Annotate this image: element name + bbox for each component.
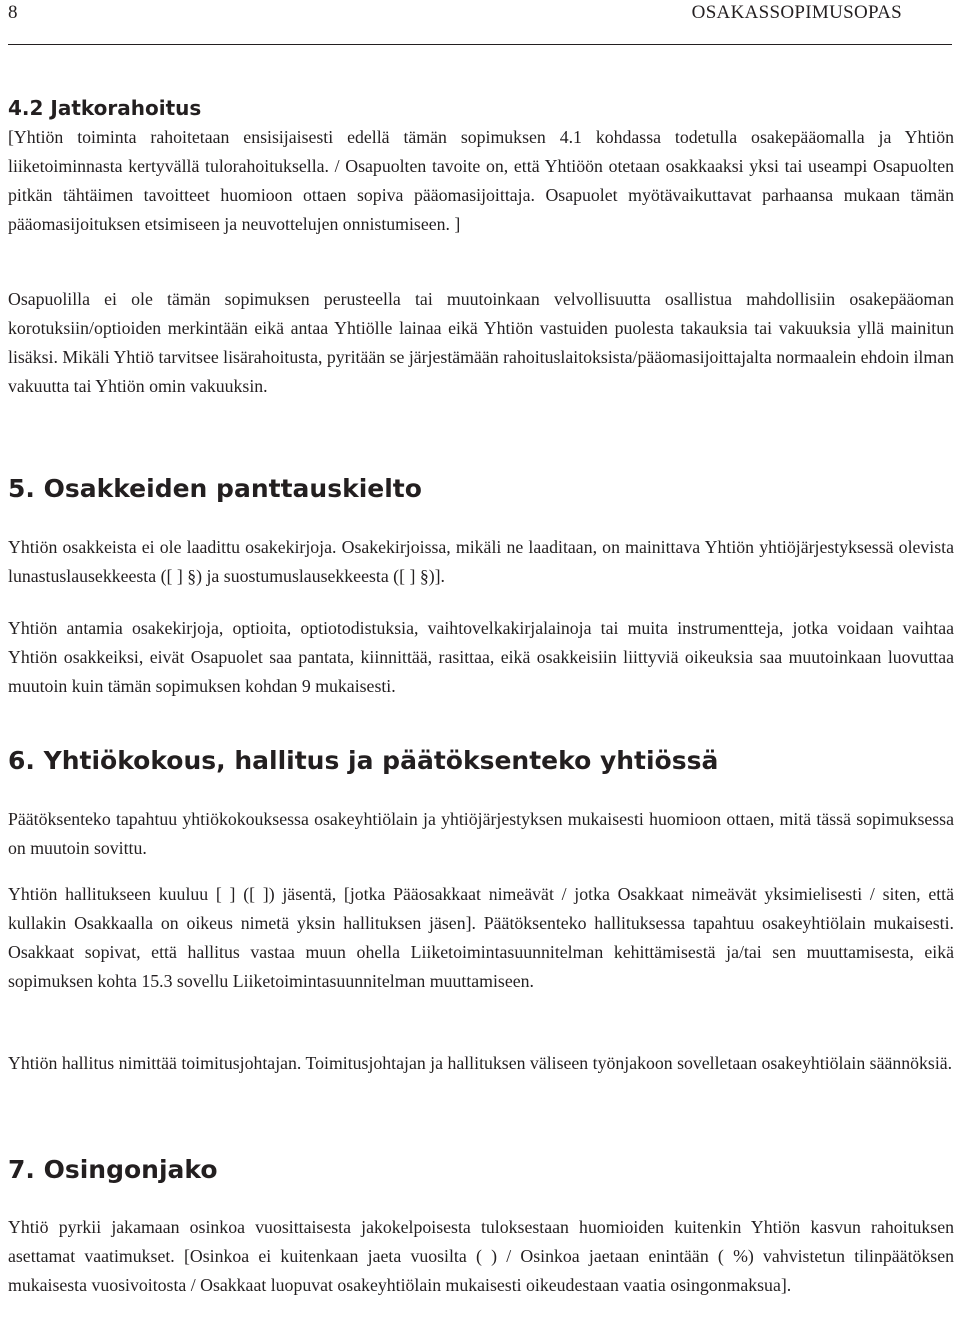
paragraph-4-2-no-obligation: Osapuolilla ei ole tämän sopimuksen perusteella tai muutoinkaan velvollisuutta osallistua mahdollisiin osakepääoman korotuksiin/optioiden merkintään eikä antaa Yhtiölle lainaa eikä Yhtiön vastuiden puolesta takauksia tai vakuuksia yllä mainitun lisäksi. Mikäli Yhtiö tarvitsee lisärahoitusta, pyritään se järjestämään rahoituslaitoksista/pääomasijoittajalta normaalein ehdoin ilman vakuutta tai Yhtiön omin vakuuksin. [8, 289, 954, 396]
paragraph-5-share-certificates: Yhtiön osakkeista ei ole laadittu osakekirjoja. Osakekirjoissa, mikäli ne laaditaan, on mainittava Yhtiön yhtiöjärjestyksessä olevista lunastuslausekkeesta ([ ] §) ja suostumuslausekkeesta ([ ] §)]. [8, 537, 954, 586]
document-title: OSAKASSOPIMUSOPAS [691, 2, 902, 23]
paragraph-6-decision-making: Päätöksenteko tapahtuu yhtiökokouksessa osakeyhtiölain ja yhtiöjärjestyksen mukaisesti huomioon ottaen, mitä tässä sopimuksessa on muutoin sovittu. [8, 809, 954, 858]
section-heading-6: 6. Yhtiökokous, hallitus ja päätöksenteko yhtiössä [8, 746, 719, 775]
paragraph-6-ceo: Yhtiön hallitus nimittää toimitusjohtajan. Toimitusjohtajan ja hallituksen väliseen työnjakoon sovelletaan osakeyhtiölain säännöksiä. [8, 1053, 953, 1073]
section-heading-4-2: 4.2 Jatkorahoitus [8, 96, 202, 120]
header-divider [8, 44, 952, 45]
paragraph-4-2-funding-intent: [Yhtiön toiminta rahoitetaan ensisijaisesti edellä tämän sopimuksen 4.1 kohdassa todetulla osakepääomalla ja Yhtiön liiketoiminnasta kertyvällä tulorahoituksella. / Osapuolten tavoite on, että Yhtiöön otetaan osakkaaksi yksi tai useampi Osapuolten pitkän tähtäimen tavoitteet huomioon ottaen sopiva pääomasijoittaja. Osapuolet myötävaikuttavat parhaansa mukaan tämän pääomasijoituksen etsimiseen ja neuvottelujen onnistumiseen. ] [8, 127, 954, 234]
page-number: 8 [8, 2, 18, 23]
paragraph-6-board: Yhtiön hallitukseen kuuluu [ ] ([ ]) jäsentä, [jotka Pääosakkaat nimeävät / jotka Osakkaat nimeävät yksimielisesti / siten, että kullakin Osakkaalla on oikeus nimetä yksin hallituksen jäsen]. Päätöksenteko hallituksessa tapahtuu osakeyhtiölain mukaisesti. Osakkaat sopivat, että hallitus vastaa muun ohella Liiketoimintasuunnitelman kehittämisestä ja/tai sen muuttamisesta, eikä sopimuksen kohta 15.3 sovellu Liiketoimintasuunnitelman muuttamiseen. [8, 884, 954, 991]
paragraph-7-dividends: Yhtiö pyrkii jakamaan osinkoa vuosittaisesta jakokelpoisesta tuloksestaan huomioiden kuitenkin Yhtiön kasvun rahoituksen asettamat vaatimukset. [Osinkoa ei kuitenkaan jaeta vuosilta ( ) / Osinkoa jaetaan enintään ( %) vahvistetun tilinpäätöksen mukaisesta vuosivoitosta / Osakkaat luopuvat osakeyhtiölain mukaisesti oikeudestaan vaatia osingonmaksua]. [8, 1217, 954, 1295]
running-header [8, 0, 902, 26]
paragraph-5-pledge-prohibition: Yhtiön antamia osakekirjoja, optioita, optiotodistuksia, vaihtovelkakirjalainoja tai muita instrumentteja, jotka voidaan vaihtaa Yhtiön osakkeiksi, eivät Osapuolet saa pantata, kiinnittää, rasittaa, eikä osakkeisiin liittyviä oikeuksia saa muutoinkaan luovuttaa muutoin kuin tämän sopimuksen kohdan 9 mukaisesti. [8, 618, 954, 696]
section-heading-7: 7. Osingonjako [8, 1155, 218, 1184]
section-heading-5: 5. Osakkeiden panttauskielto [8, 474, 422, 503]
